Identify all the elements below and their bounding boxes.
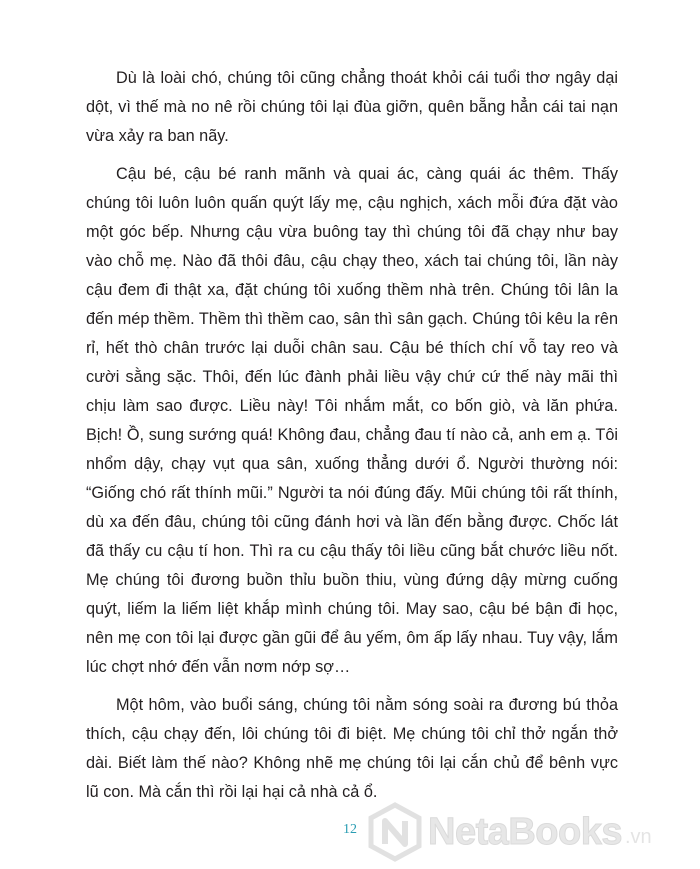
paragraph-1: Dù là loài chó, chúng tôi cũng chẳng thoát khỏi cái tuổi thơ ngây dại dột, vì thế mà no nê rồi chúng tôi lại đùa giỡn, quên bẵng hẳn cái tai nạn vừa xảy ra ban nãy. — [86, 69, 618, 145]
watermark-suffix: .vn — [625, 825, 652, 848]
watermark-brand: NetaBooks — [428, 810, 622, 853]
netabooks-logo-icon — [368, 802, 422, 862]
paragraph-3: Một hôm, vào buổi sáng, chúng tôi nằm sóng soài ra đương bú thỏa thích, cậu chạy đến, lôi chúng tôi đi biệt. Mẹ chúng tôi chỉ thở ngắn thở dài. Biết làm thế nào? Không nhẽ mẹ chúng tôi lại cắn chủ để bênh vực lũ con. Mà cắn thì rồi lại hại cả nhà cả ổ. — [86, 696, 618, 801]
body-text — [86, 64, 618, 816]
paragraph-2: Cậu bé, cậu bé ranh mãnh và quai ác, càng quái ác thêm. Thấy chúng tôi luôn luôn quấn quýt lấy mẹ, cậu nghịch, xách mỗi đứa đặt vào một góc bếp. Nhưng cậu vừa buông tay thì chúng tôi đã chạy như bay vào chỗ mẹ. Nào đã thôi đâu, cậu chạy theo, xách tai chúng tôi, lần này cậu đem đi thật xa, đặt chúng tôi xuống thềm nhà trên. Chúng tôi lân la đến mép thềm. Thềm thì thềm cao, sân thì sân gạch. Chúng tôi kêu la rên rỉ, hết thò chân trước lại duỗi chân sau. Cậu bé thích chí vỗ tay reo và cười sằng sặc. Thôi, đến lúc đành phải liều vậy chứ cứ thế này mãi thì chịu làm sao được. Liều này! Tôi nhắm mắt, co bốn giò, và lăn phứa. Bịch! Ồ, sung sướng quá! Không đau, chẳng đau tí nào cả, anh em ạ. Tôi nhổm dậy, chạy vụt qua sân, xuống thẳng dưới ổ. Người thường nói: “Giống chó rất thính mũi.” Người ta nói đúng đấy. Mũi chúng tôi rất thính, dù xa đến đâu, chúng tôi cũng đánh hơi và lần đến bằng được. Chốc lát đã thấy cu cậu tí hon. Thì ra cu cậu thấy tôi liều cũng bắt chước liều nốt. Mẹ chúng tôi đương buồn thỉu buồn thiu, vùng đứng dậy mừng cuống quýt, liếm la liếm liệt khắp mình chúng tôi. May sao, cậu bé bận đi học, nên mẹ con tôi lại được gần gũi để âu yếm, ôm ấp lấy nhau. Tuy vậy, lắm lúc chợt nhớ đến vẫn nơm nớp sợ… — [86, 165, 618, 676]
page-number: 12 — [343, 822, 357, 837]
watermark — [368, 800, 652, 864]
